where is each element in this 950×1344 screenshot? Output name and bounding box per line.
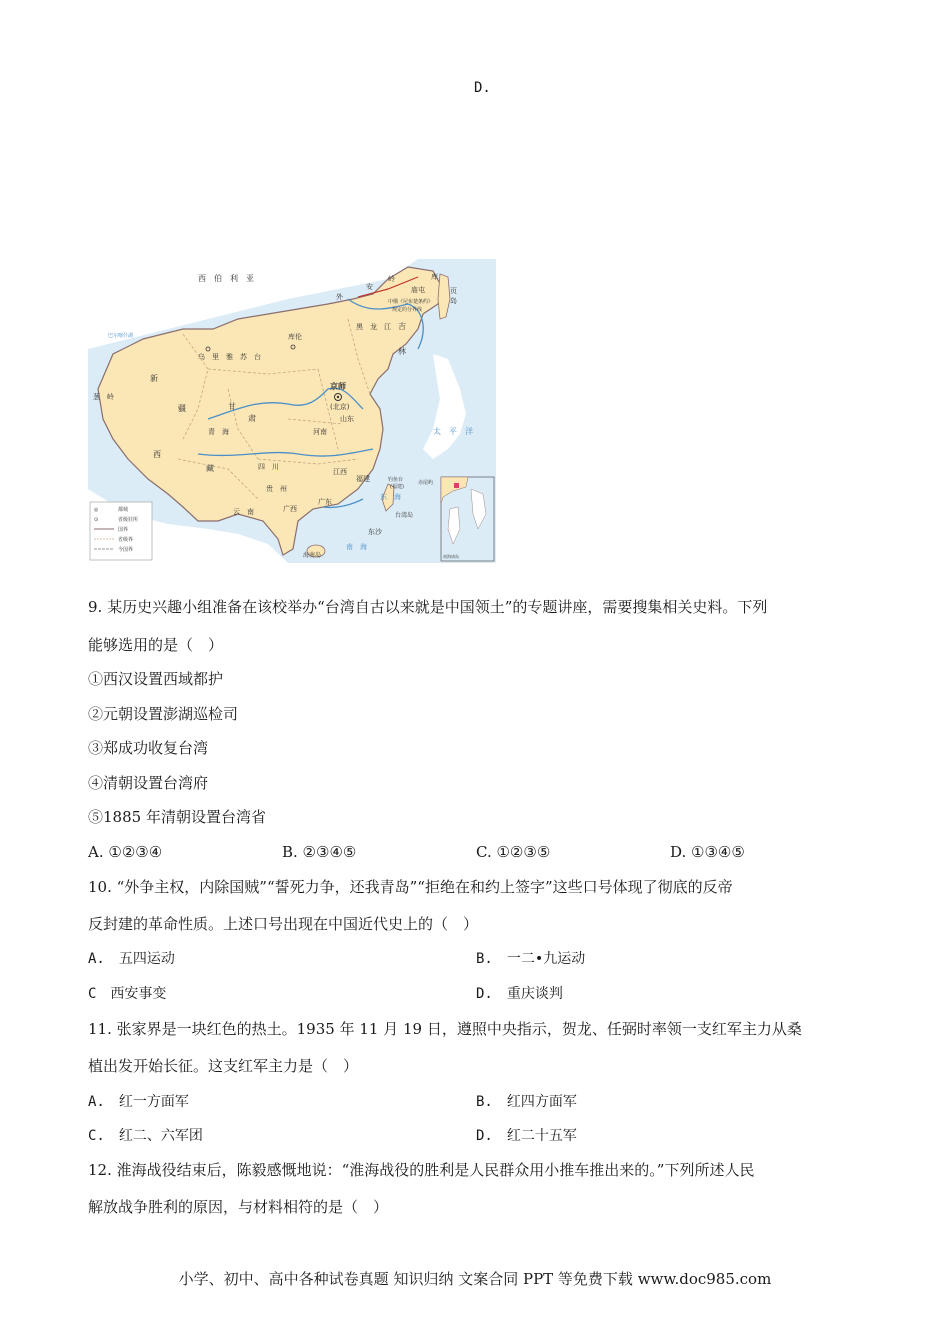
q9-stem-line1: 9. 某历史兴趣小组准备在该校举办“台湾自古以来就是中国领土”的专题讲座，需要搜集相关史料。下列 xyxy=(88,598,768,616)
label-treaty2: 规定的分界线 xyxy=(392,307,423,313)
label-kulun: 库伦 xyxy=(288,333,302,341)
label-xin: 新 xyxy=(150,374,158,383)
q9-option-c[interactable]: C. ①②③⑤ xyxy=(476,843,551,861)
label-hainan: 海南岛 xyxy=(303,552,322,559)
legend-label-5: 今国界 xyxy=(118,547,134,553)
label-ling: 岭 xyxy=(388,275,395,283)
label-yunnan: 云 南 xyxy=(233,508,254,516)
label-treaty1: 中俄《尼布楚条约》 xyxy=(388,299,434,305)
label-donghai: 东 海 xyxy=(380,493,401,501)
q9-option-d[interactable]: D. ①③④⑤ xyxy=(670,843,745,861)
q11-stem-line1: 11. 张家界是一块红色的热土。1935 年 11 月 19 日，遵照中央指示，贺龙、任弼时率领一支红军主力从桑 xyxy=(88,1020,802,1038)
label-diaoyu2: (福建) xyxy=(390,484,404,490)
legend-label-4: 省级界 xyxy=(118,537,134,543)
legend-symbol-2: ⊙ xyxy=(94,517,99,523)
q11-option-b[interactable]: B. 红四方面军 xyxy=(476,1094,577,1110)
q10-option-a[interactable]: A. 五四运动 xyxy=(88,951,175,967)
label-chiwei: 赤尾屿 xyxy=(418,480,434,486)
q11-stem-line2: 植出发开始长征。这支红军主力是（ ） xyxy=(88,1057,359,1075)
legend-symbol-1: ◎ xyxy=(94,507,99,513)
label-jiangxi: 江西 xyxy=(333,468,347,476)
q9-item-1: ①西汉设置西域都护 xyxy=(88,670,224,688)
label-siberia: 西 伯 利 亚 xyxy=(198,274,254,283)
label-beijing: (北京) xyxy=(330,403,350,411)
label-xi: 西 xyxy=(153,450,161,459)
label-jiang: 疆 xyxy=(178,404,186,413)
q11-option-a[interactable]: A. 红一方面军 xyxy=(88,1094,189,1110)
page-footer: 小学、初中、高中各种试卷真题 知识归纳 文案合同 PPT 等免费下载 www.doc985.com xyxy=(178,1270,772,1288)
label-jilin-ji: 吉 xyxy=(398,322,406,331)
label-diaoyu: 钓鱼台 xyxy=(388,477,404,483)
label-pacific: 太 平 洋 xyxy=(433,427,473,436)
legend-label-3: 国界 xyxy=(118,527,129,533)
q9-stem-line2: 能够选用的是（ ） xyxy=(88,636,224,654)
label-guizhou: 贵 州 xyxy=(266,485,287,493)
q10-option-b[interactable]: B. 一二•九运动 xyxy=(476,951,586,967)
label-nanhai: 南 海 xyxy=(346,543,367,551)
label-su: 肃 xyxy=(248,414,256,423)
q9-option-b[interactable]: B. ②③④⑤ xyxy=(282,843,357,861)
label-jingshi: 京师 xyxy=(330,382,346,391)
q9-item-5: ⑤1885 年清朝设置台湾省 xyxy=(88,808,266,826)
label-fujian: 福建 xyxy=(356,475,370,483)
q10-stem-line1: 10. “外争主权，内除国贼”“誓死力争，还我青岛”“拒绝在和约上签字”这些口号体现了彻底的反帝 xyxy=(88,878,733,896)
label-gan: 甘 xyxy=(228,402,236,411)
legend-label-2: 省级驻所 xyxy=(118,517,139,523)
inset-map xyxy=(441,477,494,561)
q10-option-d[interactable]: D. 重庆谈判 xyxy=(476,986,563,1002)
option-d-label: D. xyxy=(474,80,491,96)
inset-label: 南海诸岛 xyxy=(443,554,459,559)
q11-option-d[interactable]: D. 红二十五军 xyxy=(476,1128,577,1144)
label-sichuan: 四 川 xyxy=(258,463,279,471)
q9-item-2: ②元朝设置澎湖巡检司 xyxy=(88,705,239,723)
label-heilongjiang: 黑 龙 江 xyxy=(356,323,391,331)
q12-stem-line1: 12. 淮海战役结束后，陈毅感慨地说：“淮海战役的胜利是人民群众用小推车推出来的。”下列所述人民 xyxy=(88,1161,755,1179)
map-legend xyxy=(90,502,152,560)
q12-stem-line2: 解放战争胜利的原因，与材料相符的是（ ） xyxy=(88,1198,389,1216)
qing-dynasty-map xyxy=(88,259,496,563)
label-dao: 岛 xyxy=(450,297,457,305)
capital-dot xyxy=(337,396,339,398)
label-henan: 河南 xyxy=(313,428,327,436)
q10-option-c[interactable]: C 西安事变 xyxy=(88,986,167,1002)
label-an: 安 xyxy=(366,283,373,291)
q11-option-c[interactable]: C. 红二、六军团 xyxy=(88,1128,203,1144)
label-shandong: 山东 xyxy=(340,415,354,423)
label-miaojie: 庙屯 xyxy=(411,286,425,294)
label-outer: 外 xyxy=(336,293,343,301)
label-balkhash: 巴尔喀什湖 xyxy=(108,333,134,339)
q9-item-4: ④清朝设置台湾府 xyxy=(88,774,209,792)
label-congling: 葱 岭 xyxy=(93,393,114,401)
label-wuliyasutai: 乌 里 雅 苏 台 xyxy=(198,353,261,361)
label-guangxi: 广西 xyxy=(283,505,297,513)
label-zang: 藏 xyxy=(206,464,214,473)
q9-option-a[interactable]: A. ①②③④ xyxy=(88,843,163,861)
q9-item-3: ③郑成功收复台湾 xyxy=(88,739,209,757)
label-taiwan: 台湾岛 xyxy=(395,512,414,519)
legend-label-1: 都城 xyxy=(118,507,129,513)
label-lin: 林 xyxy=(398,347,406,356)
label-ye: 页 xyxy=(450,287,457,295)
label-donghai-south: 东沙 xyxy=(368,528,382,536)
q10-stem-line2: 反封建的革命性质。上述口号出现在中国近代史上的（ ） xyxy=(88,915,479,933)
label-qinghai: 青 海 xyxy=(208,428,229,436)
label-ku: 库 xyxy=(431,273,438,281)
label-guangdong: 广东 xyxy=(318,498,332,506)
